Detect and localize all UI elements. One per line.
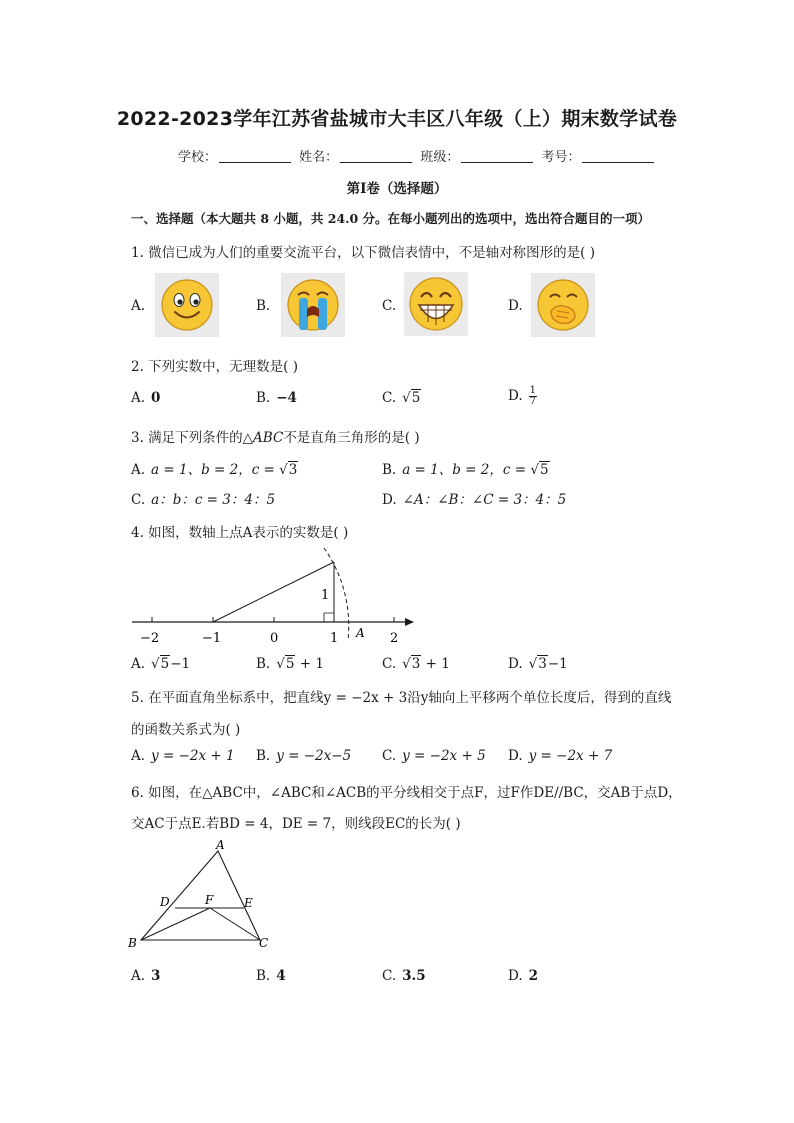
option-tail: + 1 [295, 656, 324, 672]
name-label: 姓名： [299, 150, 339, 165]
tick-label: −1 [202, 631, 222, 645]
option-label: D. [508, 656, 523, 672]
exam-no-label: 考号： [541, 150, 581, 165]
crying-face-icon [281, 273, 345, 337]
triangle-figure [124, 836, 284, 954]
radicand: 3 [538, 656, 547, 672]
smiley-face-icon [155, 273, 219, 337]
q2-option-c [382, 390, 421, 406]
option-label: A. [131, 390, 146, 406]
axis-arrow [405, 618, 414, 626]
q3-stem-post: 不是直角三角形的是( ) [283, 430, 420, 446]
grinning-face-icon [404, 272, 468, 336]
tick-label: −2 [140, 631, 160, 645]
option-label: B. [382, 462, 397, 478]
q1-stem: 1. 微信已成为人们的重要交流平台，以下微信表情中，不是轴对称图形的是( ) [131, 245, 595, 261]
option-tail: + 1 [421, 656, 450, 672]
option-label: A. [131, 748, 146, 764]
school-blank [219, 150, 291, 163]
sqrt-radical: √3 [279, 462, 298, 478]
q5-option-c [382, 748, 486, 764]
radicand: 5 [160, 656, 170, 672]
q1-option-c-label: C. [382, 298, 397, 314]
q3-stem-pre: 3. 满足下列条件的 [131, 430, 243, 446]
header-fields [178, 146, 658, 165]
sqrt-radical: √5 [530, 462, 549, 478]
q4-stem: 4. 如图，数轴上点A表示的实数是( ) [131, 525, 349, 541]
tick-label: 0 [270, 631, 279, 645]
exam-no-blank [582, 150, 654, 163]
option-label: C. [131, 492, 146, 508]
option-label: A. [131, 656, 146, 672]
right-angle-marker [324, 613, 334, 622]
option-value: 3 [151, 968, 161, 984]
tick-label: 1 [330, 631, 339, 645]
fraction-numerator: 1 [529, 385, 537, 396]
q3-option-b [382, 458, 550, 478]
segment-bf [141, 908, 210, 940]
q5-option-d [508, 748, 612, 764]
q4-option-a [131, 656, 190, 672]
vertex-a-label: A [216, 838, 225, 852]
q5-option-b [256, 748, 351, 764]
q3-option-d [382, 488, 566, 508]
school-label: 学校： [178, 150, 218, 165]
sqrt-radical: √3 [528, 656, 547, 672]
option-value: 4 [276, 968, 286, 984]
number-line-figure [126, 545, 426, 645]
q4-option-d [508, 656, 568, 672]
volume-title: 第Ⅰ卷（选择题） [346, 181, 448, 197]
tick-label: 2 [390, 631, 399, 645]
option-label: B. [256, 390, 271, 406]
option-label: A. [131, 968, 146, 984]
point-d-label: D [160, 895, 170, 909]
option-tail: −1 [547, 656, 568, 672]
fraction-denominator: 7 [529, 396, 537, 407]
class-label: 班级： [420, 150, 460, 165]
q3-stem [131, 426, 420, 446]
q3-option-a [131, 458, 298, 478]
option-label: D. [508, 968, 523, 984]
option-label: D. [508, 748, 523, 764]
option-label: C. [382, 656, 397, 672]
hypotenuse [213, 562, 334, 622]
option-value: a = 1、b = 2，c = [151, 462, 280, 478]
radicand: 5 [539, 462, 549, 478]
option-value: −4 [276, 390, 297, 406]
point-e-label: E [244, 896, 253, 910]
point-f-label: F [205, 893, 214, 907]
radicand: 3 [288, 462, 298, 478]
q6-option-b [256, 968, 286, 984]
q2-option-b [256, 390, 297, 406]
sqrt-radical: √3 [402, 656, 421, 672]
q1-option-d-label: D. [508, 298, 523, 314]
q2-stem: 2. 下列实数中，无理数是( ) [131, 359, 298, 375]
option-label: C. [382, 968, 397, 984]
option-value: y = −2x + 7 [528, 748, 613, 764]
height-label: 1 [321, 588, 330, 603]
class-blank [461, 150, 533, 163]
point-a-label: A [356, 626, 365, 640]
q5-stem-line2: 的函数关系式为( ) [131, 722, 241, 738]
option-label: C. [382, 748, 397, 764]
q6-stem-line2: 交AC于点E.若BD = 4，DE = 7，则线段EC的长为( ) [131, 816, 461, 832]
option-value: 3.5 [402, 968, 426, 984]
option-value: a = 1、b = 2，c = [402, 462, 531, 478]
q6-option-a [131, 968, 160, 984]
radicand: 5 [285, 656, 295, 672]
q2-option-a [131, 390, 160, 406]
page-title: 2022-2023学年江苏省盐城市大丰区八年级（上）期末数学试卷 [116, 108, 678, 130]
option-value: y = −2x−5 [276, 748, 352, 764]
covering-mouth-face-icon [531, 273, 595, 337]
q6-option-c [382, 968, 426, 984]
name-blank [340, 150, 412, 163]
option-label: D. [382, 492, 397, 508]
option-value: 0 [151, 390, 161, 406]
q2-option-d [508, 386, 537, 407]
q1-option-b-label: B. [256, 298, 271, 314]
option-label: B. [256, 656, 271, 672]
sqrt-radical: √5 [276, 656, 295, 672]
sqrt-radical: √5 [402, 390, 421, 406]
q1-option-a-label: A. [131, 298, 146, 314]
section-title: 一、选择题（本大题共 8 小题，共 24.0 分。在每小题列出的选项中，选出符合题目的一项） [131, 211, 651, 226]
q5-option-a [131, 748, 235, 764]
q3-stem-triangle: △ABC [242, 430, 284, 446]
q3-option-c [131, 488, 275, 508]
option-label: B. [256, 748, 271, 764]
option-label: C. [382, 390, 397, 406]
option-value: y = −2x + 5 [402, 748, 486, 764]
option-label: D. [508, 388, 523, 404]
q6-option-d [508, 968, 538, 984]
radicand: 3 [411, 656, 421, 672]
q5-stem-line1: 5. 在平面直角坐标系中，把直线y = −2x + 3沿y轴向上平移两个单位长度后，得到的直线 [131, 690, 672, 706]
fraction [529, 386, 537, 407]
vertex-c-label: C [259, 936, 269, 950]
option-label: B. [256, 968, 271, 984]
option-value: y = −2x + 1 [151, 748, 235, 764]
option-value: ∠A：∠B：∠C = 3：4：5 [402, 492, 567, 508]
q4-option-b [256, 656, 324, 672]
sqrt-radical: √5 [151, 656, 170, 672]
triangle-abc [141, 851, 260, 940]
option-value: 2 [528, 968, 539, 984]
radicand: 5 [411, 390, 421, 406]
q4-option-c [382, 656, 450, 672]
option-value: a：b：c = 3：4：5 [151, 492, 276, 508]
option-label: A. [131, 462, 146, 478]
vertex-b-label: B [128, 936, 137, 950]
q6-stem-line1: 6. 如图，在△ABC中，∠ABC和∠ACB的平分线相交于点F，过F作DE//BC，交AB于点D， [131, 785, 682, 801]
option-tail: −1 [170, 656, 191, 672]
